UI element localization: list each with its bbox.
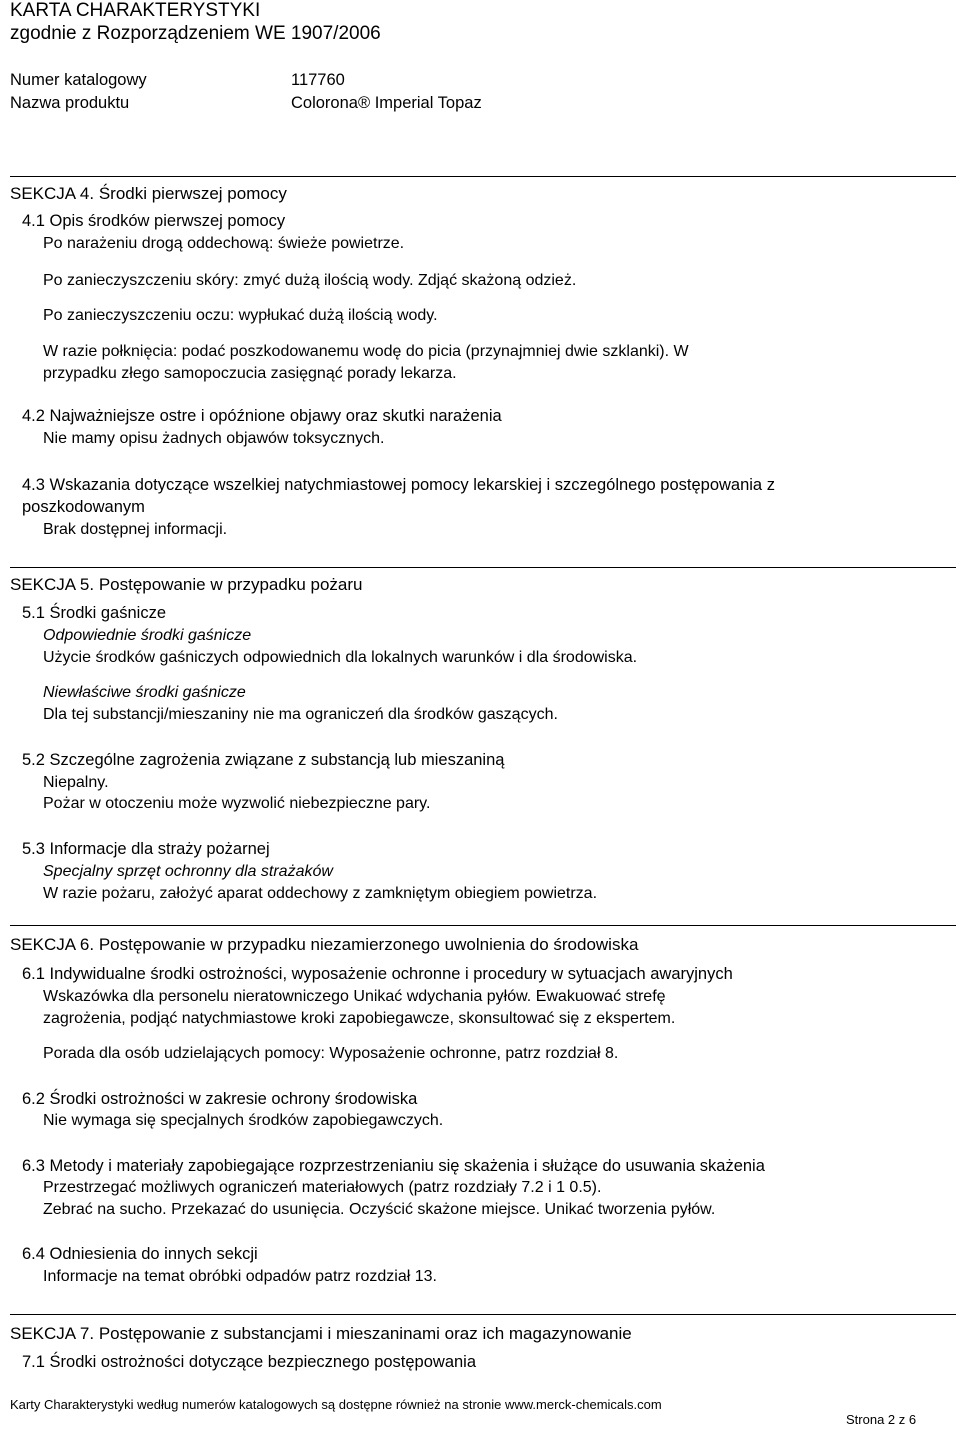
subsection-5-3: 5.3 Informacje dla straży pożarnej [22, 840, 270, 858]
page-number: Strona 2 z 6 [846, 1412, 917, 1427]
italic-subheading: Odpowiednie środki gaśnicze [43, 627, 252, 644]
subsection-6-2: 6.2 Środki ostrożności w zakresie ochrony środowiska [22, 1090, 418, 1108]
subsection-6-4: 6.4 Odniesienia do innych sekcji [22, 1245, 258, 1263]
paragraph: Niepalny. [43, 774, 109, 791]
product-name-label: Nazwa produktu [10, 94, 130, 112]
paragraph: Porada dla osób udzielających pomocy: Wyposażenie ochronne, patrz rozdział 8. [43, 1045, 619, 1062]
section-divider [10, 176, 956, 177]
subsection-4-2: 4.2 Najważniejsze ostre i opóźnione objawy oraz skutki narażenia [22, 407, 502, 425]
paragraph: Nie wymaga się specjalnych środków zapobiegawczych. [43, 1112, 444, 1129]
document-title: KARTA CHARAKTERYSTYKI [10, 0, 261, 21]
section-5-title: SEKCJA 5. Postępowanie w przypadku pożaru [10, 575, 363, 594]
italic-subheading: Specjalny sprzęt ochronny dla strażaków [43, 863, 333, 880]
section-6-title: SEKCJA 6. Postępowanie w przypadku niezamierzonego uwolnienia do środowiska [10, 935, 639, 954]
paragraph: Po zanieczyszczeniu oczu: wypłukać dużą ilością wody. [43, 307, 438, 324]
paragraph: Zebrać na sucho. Przekazać do usunięcia. Oczyścić skażone miejsce. Unikać tworzenia pyłów. [43, 1201, 716, 1218]
section-7-title: SEKCJA 7. Postępowanie z substancjami i mieszaninami oraz ich magazynowanie [10, 1324, 632, 1343]
paragraph: Użycie środków gaśniczych odpowiednich dla lokalnych warunków i dla środowiska. [43, 649, 638, 666]
catalog-number-label: Numer katalogowy [10, 71, 147, 89]
section-4-title: SEKCJA 4. Środki pierwszej pomocy [10, 184, 287, 203]
subsection-4-3: 4.3 Wskazania dotyczące wszelkiej natychmiastowej pomocy lekarskiej i szczególnego postępowania z [22, 476, 775, 494]
paragraph: Pożar w otoczeniu może wyzwolić niebezpieczne pary. [43, 795, 431, 812]
paragraph: Przestrzegać możliwych ograniczeń materiałowych (patrz rozdziały 7.2 i 1 0.5). [43, 1179, 602, 1196]
subsection-5-1: 5.1 Środki gaśnicze [22, 604, 166, 622]
paragraph: przypadku złego samopoczucia zasięgnąć porady lekarza. [43, 365, 457, 382]
product-name-value: Colorona® Imperial Topaz [291, 94, 482, 112]
subsection-4-3-cont: poszkodowanym [22, 498, 145, 516]
subsection-7-1: 7.1 Środki ostrożności dotyczące bezpiecznego postępowania [22, 1353, 477, 1371]
paragraph: Nie mamy opisu żadnych objawów toksycznych. [43, 430, 385, 447]
subsection-6-3: 6.3 Metody i materiały zapobiegające rozprzestrzenianiu się skażenia i służące do usuwania skażenia [22, 1157, 765, 1175]
subsection-6-1: 6.1 Indywidualne środki ostrożności, wyposażenie ochronne i procedury w sytuacjach awaryjnych [22, 965, 733, 983]
section-divider [10, 567, 956, 568]
subsection-4-1: 4.1 Opis środków pierwszej pomocy [22, 212, 286, 230]
paragraph: Po zanieczyszczeniu skóry: zmyć dużą ilością wody. Zdjąć skażoną odzież. [43, 272, 577, 289]
paragraph: Dla tej substancji/mieszaniny nie ma ograniczeń dla środków gaszących. [43, 706, 558, 723]
paragraph: Po narażeniu drogą oddechową: świeże powietrze. [43, 235, 405, 252]
paragraph: zagrożenia, podjąć natychmiastowe kroki zapobiegawcze, skonsultować się z ekspertem. [43, 1010, 676, 1027]
paragraph: Wskazówka dla personelu nieratowniczego Unikać wdychania pyłów. Ewakuować strefę [43, 988, 666, 1005]
document-regulation: zgodnie z Rozporządzeniem WE 1907/2006 [10, 23, 381, 44]
section-divider [10, 1314, 956, 1315]
paragraph: W razie połknięcia: podać poszkodowanemu wodę do picia (przynajmniej dwie szklanki). W [43, 343, 689, 360]
paragraph: Informacje na temat obróbki odpadów patrz rozdział 13. [43, 1268, 437, 1285]
italic-subheading: Niewłaściwe środki gaśnicze [43, 684, 246, 701]
paragraph: Brak dostępnej informacji. [43, 521, 228, 538]
footer-note: Karty Charakterystyki według numerów katalogowych są dostępne również na stronie www.merck-chemicals.com [10, 1397, 662, 1412]
section-divider [10, 925, 956, 926]
subsection-5-2: 5.2 Szczególne zagrożenia związane z substancją lub mieszaniną [22, 751, 505, 769]
paragraph: W razie pożaru, założyć aparat oddechowy z zamkniętym obiegiem powietrza. [43, 885, 598, 902]
catalog-number-value: 117760 [291, 71, 345, 89]
